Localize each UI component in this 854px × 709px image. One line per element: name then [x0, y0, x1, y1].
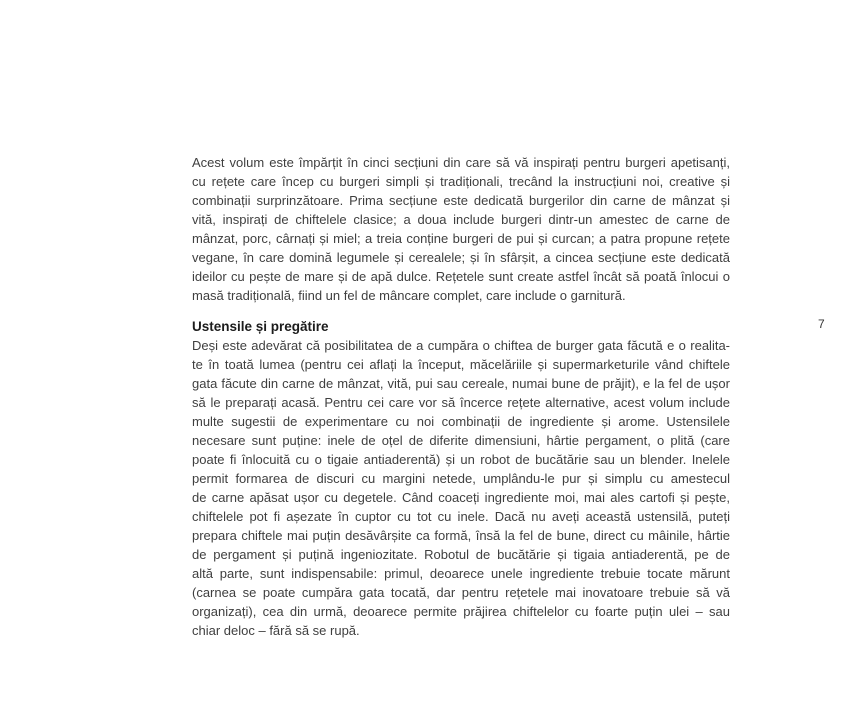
text-line: organizați), cea din urmă, deoarece permite prăjirea chiftelelor cu foarte puțin ulei – sau: [192, 604, 730, 619]
body-paragraph: [192, 336, 730, 640]
text-line: chiftelele pot fi așezate în cuptor cu tot cu inele. Dacă nu aveți această ustensilă, puteți: [192, 509, 730, 524]
text-line: ideilor cu pește de mare și de apă dulce. Rețetele sunt create astfel încât să poată înlocui o: [192, 269, 730, 284]
text-column: [192, 153, 730, 640]
text-line: de carne apăsat ușor cu degetele. Când coaceți ingrediente moi, mai ales cartofi și pește,: [192, 490, 730, 505]
text-line: mânzat, porc, cârnați și miel; a treia conține burgeri de pui și curcan; a patra propune rețete: [192, 231, 730, 246]
text-line: (carnea se poate cumpăra gata tocată, dar pentru rețetele mai inovatoare trebuie să vă: [192, 585, 730, 600]
text-line: să le preparați acasă. Pentru cei care vor să încerce rețete alternative, acest volum include: [192, 395, 730, 410]
section-heading: Ustensile și pregătire: [192, 319, 329, 334]
text-line: chiar deloc – fără să se rupă.: [192, 623, 360, 638]
text-line: combinații surprinzătoare. Prima secțiune este dedicată burgerilor din carne de mânzat și: [192, 193, 730, 208]
text-line: te în toată lumea (pentru cei aflați la început, măcelăriile și supermarketurile vând chiftele: [192, 357, 730, 372]
text-line: masă tradițională, fiind un fel de mâncare complet, care include o garnitură.: [192, 288, 626, 303]
text-line: vită, inspirați de chiftelele clasice; a doua include burgeri dintr-un amestec de carne de: [192, 212, 730, 227]
text-line: multe sugestii de experimentare cu noi combinații de ingrediente și arome. Ustensilele: [192, 414, 730, 429]
text-line: poate fi înlocuită cu o tigaie antiaderentă) și un robot de bucătărie sau un blender. Inelele: [192, 452, 730, 467]
text-line: permit formarea de discuri cu margini netede, umplându-le pur și simplu cu amestecul: [192, 471, 730, 486]
text-line: Acest volum este împărțit în cinci secțiuni din care să vă inspirați pentru burgeri apetisanți,: [192, 155, 730, 170]
page-number: 7: [818, 317, 825, 331]
text-line: altă parte, sunt indispensabile: primul, deoarece unele ingrediente trebuie tocate mărunt: [192, 566, 730, 581]
text-line: gata făcute din carne de mânzat, vită, pui sau cereale, numai bune de prăjit), e la fel de ușor: [192, 376, 730, 391]
text-line: de pergament și puțină ingeniozitate. Robotul de bucătărie și tigaia antiaderentă, pe de: [192, 547, 730, 562]
text-line: cu rețete care încep cu burgeri simpli și tradiționali, trecând la instrucțiuni noi, creative și: [192, 174, 730, 189]
text-line: Deși este adevărat că posibilitatea de a cumpăra o chiftea de burger gata făcută e o realita-: [192, 338, 730, 353]
text-line: prepara chiftele mai puțin desăvârșite ca formă, însă la fel de bune, direct cu mâinile, hârtie: [192, 528, 730, 543]
text-line: vegane, în care domină legumele și cerealele; și în sfârșit, a cincea secțiune este dedicată: [192, 250, 730, 265]
text-line: necesare sunt puține: inele de oțel de diferite dimensiuni, hârtie pergament, o plită (care: [192, 433, 730, 448]
intro-paragraph: [192, 153, 730, 305]
